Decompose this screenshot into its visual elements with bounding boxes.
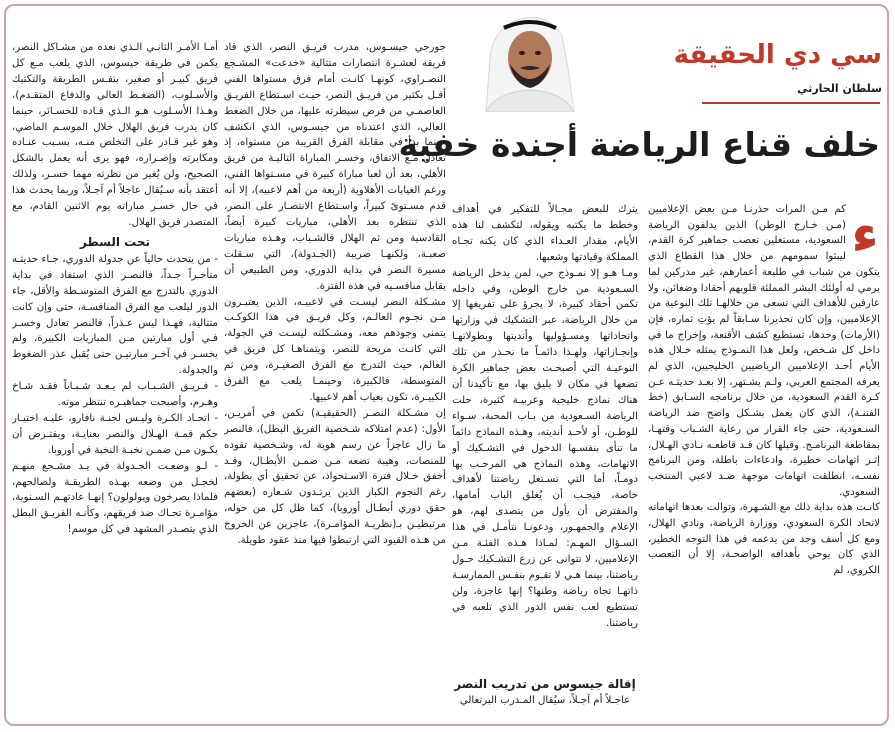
author-name: سلطان الحارثي [797,82,882,95]
jesus-subhead-line: عاجـلاً أم آجـلاً، سيُقال المـدرب البرتغالي [459,695,631,706]
column-3-paragraph-3: إن مشـكلة النصـر (الحقيقيـة) تكمن في أمريـن، الأول: (عدم امتلاكه شـخصية الفريق البطل)، فالنصر ما زال عاجزاً عن رسم هوية له، وشـخصية تقوده للمنصات، وهيبة تضعه مـن ضمـن الأبطـال، وقـد أخفق خـلال فترة الاسـتحواذ، عن تحقيق أي بطولة، رغم النجوم الكبار الذين يرتـدون شـعاره (بعضهم حقق دوري أبطـال أوروبا)، كما ظل كل من حوله، مرتبطيـن بـ(نظريـة المؤامـرة)، عاجزين عن الخروج من هـذه القيود التي ارتبطوا فيها منذ عقود طويلة. [224,407,446,547]
jesus-subhead: إقالة جيسوس من تدريب النصر [454,677,636,691]
column-1-paragraph-2: كانـت هذه بداية ذلك مع الشـهرة، وتوالت بعدها اتهاماته لاتحاد الكرة السعودي، ووزارة الرياضة، ونادي الهلال، ومع كل أسف وجد من يدعمه في هذا التوجه الخطير، الذي كان يوحي بأهدافه الواضحـة، إلا أن التعصب الكروي، لم [648,502,880,577]
under-the-line-subhead: تحت السطر [79,234,151,249]
column-2 [452,202,638,667]
column-3-paragraph-1: جورجي جيسـوس، مدرب فريـق النصر، الذي قاد فريقه لعشـرة انتصارات متتالية «خدعت» المشـجع النصـراوي، كونهـا كانـت أمام فرق مستواها الفني أقـل بكثير من فريـق النصر، حيـث اسـتطاع الفريـق العاصمـي من فرض سيطرته عليها، من خلال الضغط العالي، الذي اعتدناه من جيسـوس، الذي انكشف حينما بدأ في مقابلة الفرق القريبة من مستواه، إذ تعادل مـع الاتفاق، وخسـر المباراة التاليـة من فريق الأهلي، بعد أن لعبا مباراة كبيرة في مسـتواها الفني، ورغم الغيابات الأهلاوية (أربعة من أهم لاعبيه)، إلا أنه قدم مسـتوىً كبيراً، واسـتطاع الانتصـار على النصر، الذي تنتظره بعد الأهلي، مباريات كبيرة أيضاً، القادسية ومن ثم الهلال فالشـباب، وهـذه مباريات صعبـة، ولكنهـا ضريبة (الجـدولة)، التي سـقلت مسيرة النصر في بداية الدوري، ومن الطبيعي أن يقابل منافسـيه في هذه الفترة. [224,42,446,292]
jesus-section [452,676,638,709]
bullet-4: - لـو وضعـت الجـدولة في يـد مشـجع منهـم لخجـل من وضعه بهـذه الطريقـة ولصالحهم، فلماذا يصرخون ويولولون؟ إنهـا عادتهـم السـنوية، مؤامـرة تحـاك ضد فريقهم، وكأنـه الفريـق البطل الذي يتصـدر المشهد في كل موسم! [12,460,218,536]
bullet-2: - فـريـق الشـبـاب لم يـعـد شـبـاباً فقـد شـاخ وهـرم، وأصبحت جماهيـره تنتظر موته. [12,381,218,409]
column-2-paragraph-1: يترك للبعض مجـالاً للتفكير في أهداف وخطط ما يكتبه ويقوله، لتكشف لنا هذه الأيام، مقدار العـداء الذي كان يكنه تجـاه المملكة وقيادتها وشعبها. [452,204,638,263]
column-name: سي دي الحقيقة [673,40,882,70]
bullet-3: - اتحـاد الكـرة وليـس لجنـة نافارو، عليـه اختيـار حكم قمـة الهـلال والنصر بعنايـة، ويفتـرض أن يكـون مـن ضمـن نخبـة النخبة في أوروبا. [12,412,218,456]
column-3 [224,40,446,724]
column-4-paragraph-1: أمـا الأمـر الثانـي الـذي نعده من مشـاكل النصر، يكمن في طريقة جيسوس، الذي يلعب مـع كل فريق كبيـر أو صغير، بنفـس الطريقة والتكتيك والأسـلوب، (الضغـط العالي والدفاع المتقـدم)، وهـذا الأسـلوب هـو الـذي قـاده للخسـائر، حينما كان يدرب فريق الهلال خلال الموسـم الماضي، وهو غير قـادر على التخلص منـه، بسـبب عنـاده ومكابرته وإصـراره، فهو يرى أنه يعمل بالشكل الصحيح، ولن يُغير من نظرته مهما خسـر، ولذلك أعتقد بأنه سـيُقال عاجلاً أم آجـلاً، وربما يحدث هذا في حال خسـر مباراته يوم الاثنين القادم، مع المتصدر فريق الهلال. [12,42,218,228]
column-4 [12,40,218,724]
author-portrait [446,6,666,112]
headline: خلف قناع الرياضة أجندة خفية [398,125,880,164]
column-1 [648,202,880,722]
lead-quote-mark: ء [851,202,879,265]
column-3-paragraph-2: مشـكلة النصر ليسـت في لاعبيـه، الذين يعتبـرون مـن نجـوم العالـم، وكل فريـق في هذا الكوكـب يتمنى وجودهم معه، ومشـكلته ليسـت في الجولة، التي كانـت مريحة للنصر، ويتمناهـا كل فريق في العالم، حيث التدرج مع الفرق الصغيـرة، ومن ثم المتوسطة، فالكبيرة، وحينمـا يلعب مع الفرق الكبيـرة، تكون بغياب أهم لاعبيها. [224,296,446,403]
column-2-paragraph-2: ومـا هـو إلا نمـوذج حي، لمن يدخل الرياضة السـعودية من خارج الوطن، وفي داخله تكمن أحقاد كبيرة، لا يجرؤ على تفريغها إلا من خلال الرياضة، عبر التشكيك في وزارتها واتحاداتها ومسـؤوليها وأنديتها وبطولاتهـا وإنجـازاتها، ولهـذا دائمـاً ما نحـذر من تلك النوعيـة التي أصبحـت بعض جماهير الكرة تضعها في مكان لا يليق بها، مع تأكيدنا أن هناك نماذج خليجية وعربيـة كثيرة، حلت الرياضة السـعودية من بـاب المحبة، سـواء للوطـن، أو لأحـد أنديته، وهـذه النماذج دائماً ما تنأى بنفسـها الدخول في التشـكيك أو الاتهامات، وهذه النماذج هي المرحـب بها دومـاً، أما التي تسـتغل رياضتنا لأهداف خاصة، فيجـب أن يُغلق الباب أمامها، والمفترض أن يأول من يتصدى لهم، هو الإعلام والجمهـور، ودعونـا نتأمـل في هذا السـؤال المهـم: لمـاذا هـذه الفئـة مـن الإعلاميين، لا تتوانى عن زرع التشـكيك حـول رياضتنا، بينما هـي لا تقـوم بنفـس الممارسـة ذاتهـا تجاه رياضة وطنها؟ إنها عاجزة، ولن تستطيع لعب نفس الدور الذي تلعبه في رياضتنا. [452,267,638,629]
bullet-1: - من يتحدث حالياً عن جدولة الدوري، جـاء حديثـه متأخـراً جـداً، فالنصـر الذي استفاد في بداية الدوري بالتدرج مع الفرق المتوسـطة والأقل، جاء الدور ليلعب مع الفرق المنافسـة، حتى وإن كانت متتالية، فهـذا ليس عـذراً، فالنصر تعادل وخسـر فـي أول مبارتين مـن المباريات الكبيرة، ولم يخسـر في آخـر مبارتيـن حتى يُقبل عذر الضغوط والجدولة. [12,253,218,377]
masthead-rule [702,102,880,104]
author-photo [446,6,666,112]
column-1-paragraph-1: كم مـن المرات حذرنـا مـن بعض الإعلاميين (مـن خـارج الوطن) الذين يدلفون الرياضة السعودية، مستغلين تعصب جماهير كرة القدم، ليبثوا سمومهم من خلال هذا القطاع الذي يتكون من شباب في طليعة أعمارهم، غير مدركين لما يرمي له أولئك البشر المملئة قلوبهم أحقادا وضغائن، ولا عارفين للأهداف التي تسعى من خلالهـا تلك النوعية من الإعلاميين، وإن كان تحذيرنا سـابقاً لم يؤتِ ثماره، فإن (الأزمات) وحدها، تستطيع كشف الأقنعة، وإخراج ما في داخل كل شـخص، ولعل هذا النمـوذج يمثله خـلال هذه الأيام أحـد الإعلاميين الرياضيين الخليجيين، الذي لم يعرفه المجتمع العربي، ولـم يشـتهر، إلا بعـد حديثـه عـن كـرة القدم السعودية، من خلال برنامجه السـابق (خط الفتنـة)، الذي كان يعمل بشـكل واضح ضد الرياضة السـعودية، حتى جاء القرار من رعاية الشـباب وقتهـا، بمقاطعة البرنامـج. وقبلها كان قـد قاطعـه نـادي الهـلال، إثـر اتهامات خطيرة، وادعاءات باطلة، ومن البرنامج نفسـه، انطلقت اتهامات موجهة ضـد لاعبي المنتخب السعودي. [648,204,880,498]
column-masthead [673,38,882,98]
